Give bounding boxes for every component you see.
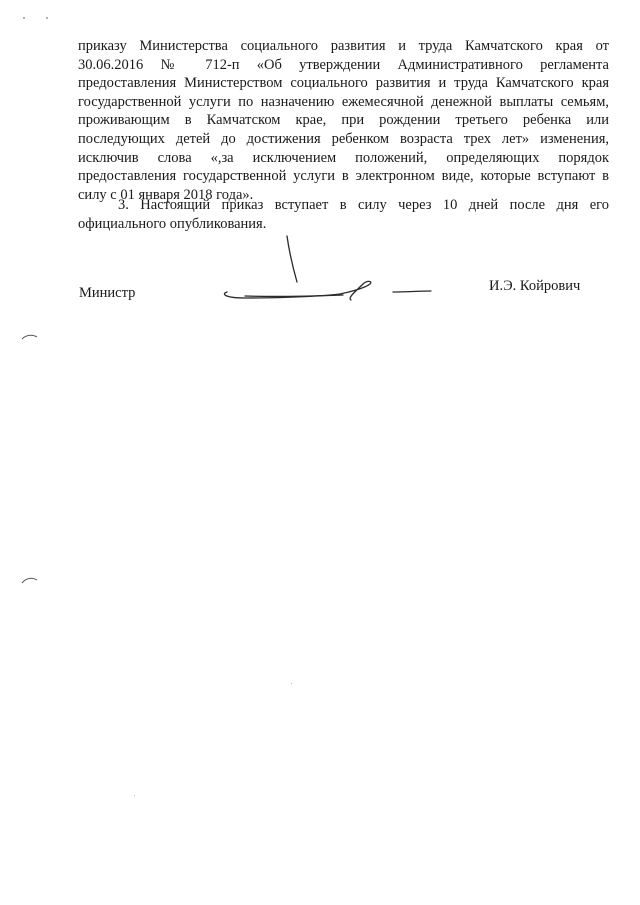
scan-speck bbox=[23, 17, 25, 19]
paragraph-1-line: проживающим в Камчатском крае, при рождении третьего ребенка или bbox=[78, 112, 609, 129]
paragraph-2 bbox=[78, 196, 609, 233]
paragraph-2-line: официального опубликования. bbox=[78, 215, 267, 232]
paragraph-1-line: предоставления государственной услуги в электронном виде, которые вступают в bbox=[78, 168, 609, 185]
paragraph-1-line: исключив слова «,за исключением положений, определяющих порядок bbox=[78, 149, 609, 166]
signature-stroke bbox=[393, 291, 431, 292]
scan-speck bbox=[291, 683, 292, 684]
punch-mark bbox=[21, 332, 39, 342]
scan-speck bbox=[134, 795, 135, 796]
signature-stroke bbox=[224, 281, 370, 300]
paragraph-1-line: 30.06.2016 № 712-п «Об утверждении Административного регламента bbox=[78, 56, 609, 73]
paragraph-1 bbox=[78, 37, 609, 204]
paragraph-1-line: последующих детей до достижения ребенком возраста трех лет» изменения, bbox=[78, 130, 609, 147]
signatory-title: Министр bbox=[79, 285, 136, 301]
paragraph-1-line: приказу Министерства социального развития и труда Камчатского края от bbox=[78, 38, 609, 54]
signatory-name: И.Э. Койрович bbox=[489, 278, 581, 294]
paragraph-1-line: государственной услуги по назначению ежемесячной денежной выплаты семьям, bbox=[78, 93, 609, 110]
paragraph-2-line: 3. Настоящий приказ вступает в силу через 10 дней после дня его bbox=[118, 197, 609, 213]
signature-stroke bbox=[245, 295, 343, 296]
paragraph-1-line: предоставления Министерством социального развития и труда Камчатского края bbox=[78, 75, 609, 92]
paragraph-1-line: силу с 01 января 2018 года». bbox=[78, 186, 254, 203]
handwritten-signature bbox=[215, 230, 445, 310]
signature-stroke bbox=[287, 236, 297, 282]
punch-mark bbox=[21, 575, 39, 585]
scan-speck bbox=[46, 17, 48, 19]
